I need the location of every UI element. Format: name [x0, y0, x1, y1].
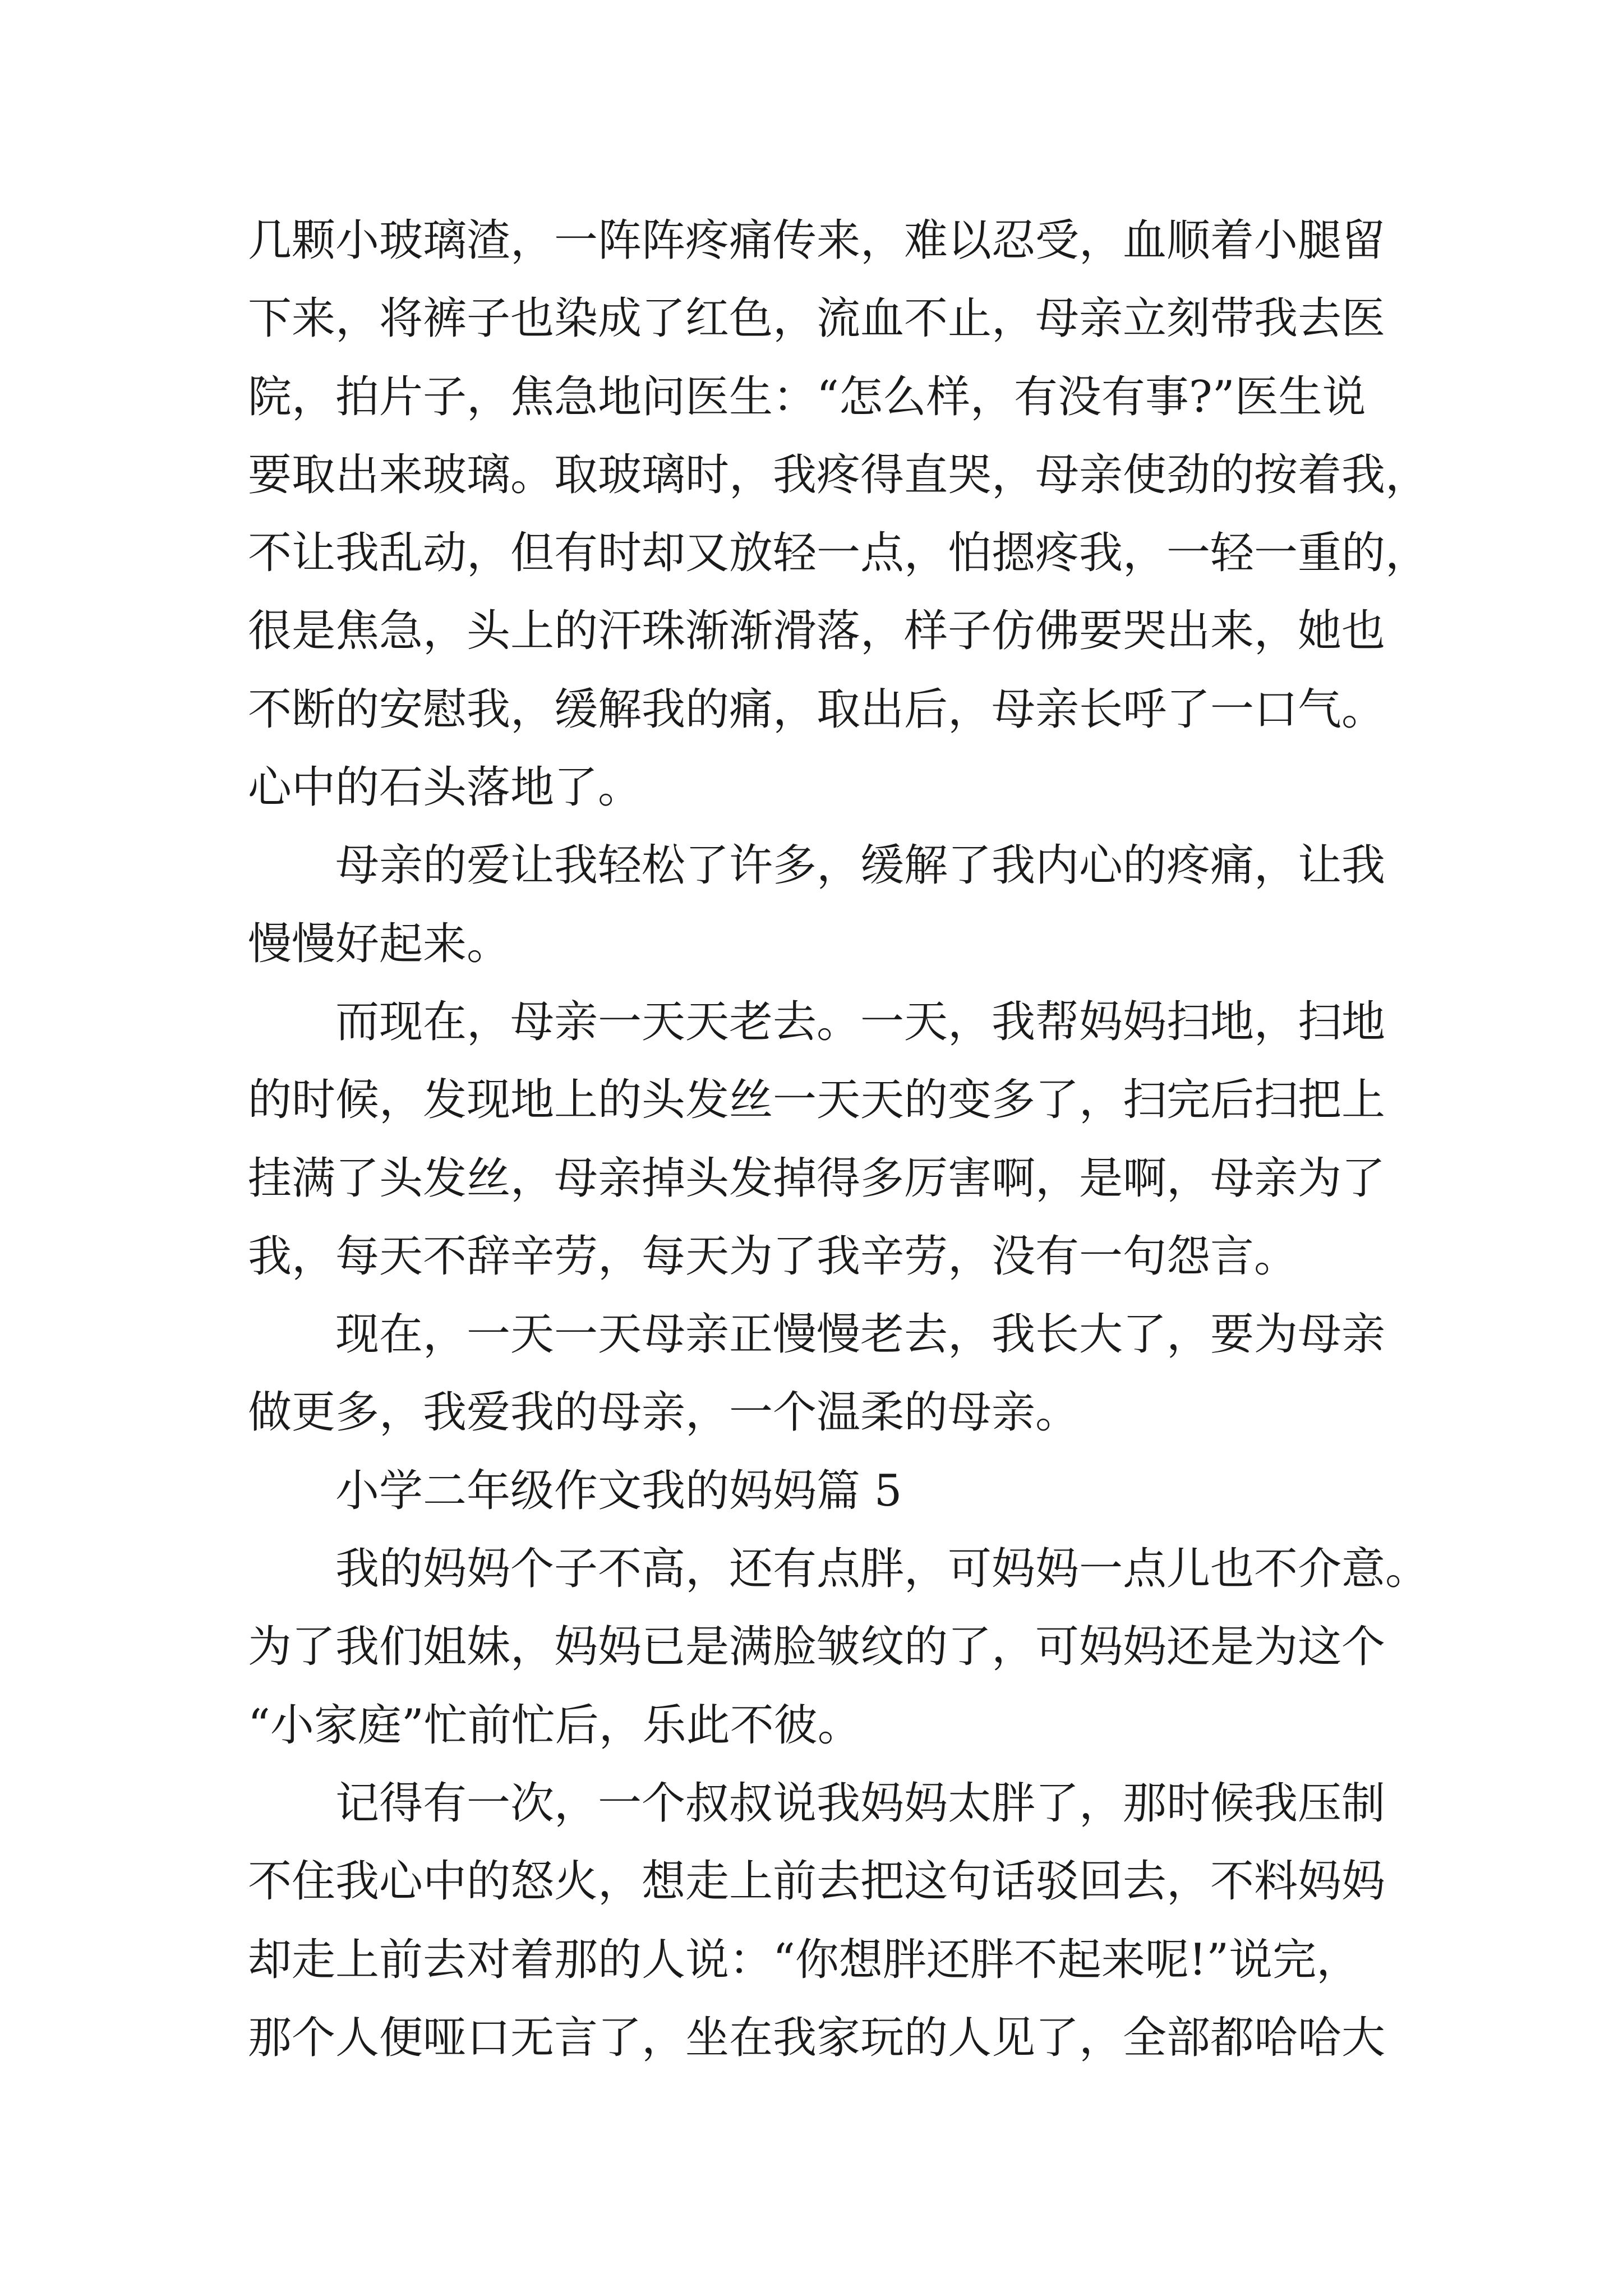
text-line: 的时候，发现地上的头发丝一天天的变多了，扫完后扫把上	[248, 1075, 1386, 1126]
text-line: 挂满了头发丝，母亲掉头发掉得多厉害啊，是啊，母亲为了	[248, 1153, 1386, 1204]
text-line: 小学二年级作文我的妈妈篇 5	[335, 1465, 902, 1516]
text-line: 不住我心中的怒火，想走上前去把这句话驳回去，不料妈妈	[248, 1856, 1386, 1907]
text-line: 做更多，我爱我的母亲，一个温柔的母亲。	[248, 1387, 1080, 1438]
text-line: 几颗小玻璃渣，一阵阵疼痛传来，难以忍受，血顺着小腿留	[248, 215, 1386, 266]
text-line: 母亲的爱让我轻松了许多，缓解了我内心的疼痛，让我	[335, 840, 1386, 891]
text-line: 我的妈妈个子不高，还有点胖，可妈妈一点儿也不介意。	[335, 1544, 1430, 1595]
text-line: 慢慢好起来。	[248, 918, 511, 969]
text-line: 现在，一天一天母亲正慢慢老去，我长大了，要为母亲	[335, 1309, 1386, 1360]
text-line: “小家庭”忙前忙后，乐此不彼。	[248, 1700, 861, 1751]
text-line: 不让我乱动，但有时却又放轻一点，怕摁疼我，一轻一重的，	[248, 528, 1430, 579]
text-line: 为了我们姐妹，妈妈已是满脸皱纹的了，可妈妈还是为这个	[248, 1622, 1386, 1673]
text-line: 记得有一次，一个叔叔说我妈妈太胖了，那时候我压制	[335, 1778, 1386, 1829]
text-line: 不断的安慰我，缓解我的痛，取出后，母亲长呼了一口气。	[248, 684, 1386, 735]
text-line: 而现在，母亲一天天老去。一天，我帮妈妈扫地，扫地	[335, 996, 1386, 1047]
text-line: 要取出来玻璃。取玻璃时，我疼得直哭，母亲使劲的按着我，	[248, 449, 1430, 500]
document-body-text	[248, 202, 1430, 2077]
text-line: 那个人便哑口无言了，坐在我家玩的人见了，全部都哈哈大	[248, 2012, 1386, 2063]
text-line: 院，拍片子，焦急地问医生：“怎么样，有没有事?”医生说	[248, 371, 1366, 422]
text-line: 我，每天不辞辛劳，每天为了我辛劳，没有一句怨言。	[248, 1231, 1298, 1282]
text-line: 却走上前去对着那的人说：“你想胖还胖不起来呢!”说完，	[248, 1934, 1361, 1985]
text-line: 心中的石头落地了。	[248, 762, 642, 813]
text-line: 下来，将裤子也染成了红色，流血不止，母亲立刻带我去医	[248, 293, 1386, 344]
text-line: 很是焦急，头上的汗珠渐渐滑落，样子仿佛要哭出来，她也	[248, 606, 1386, 657]
